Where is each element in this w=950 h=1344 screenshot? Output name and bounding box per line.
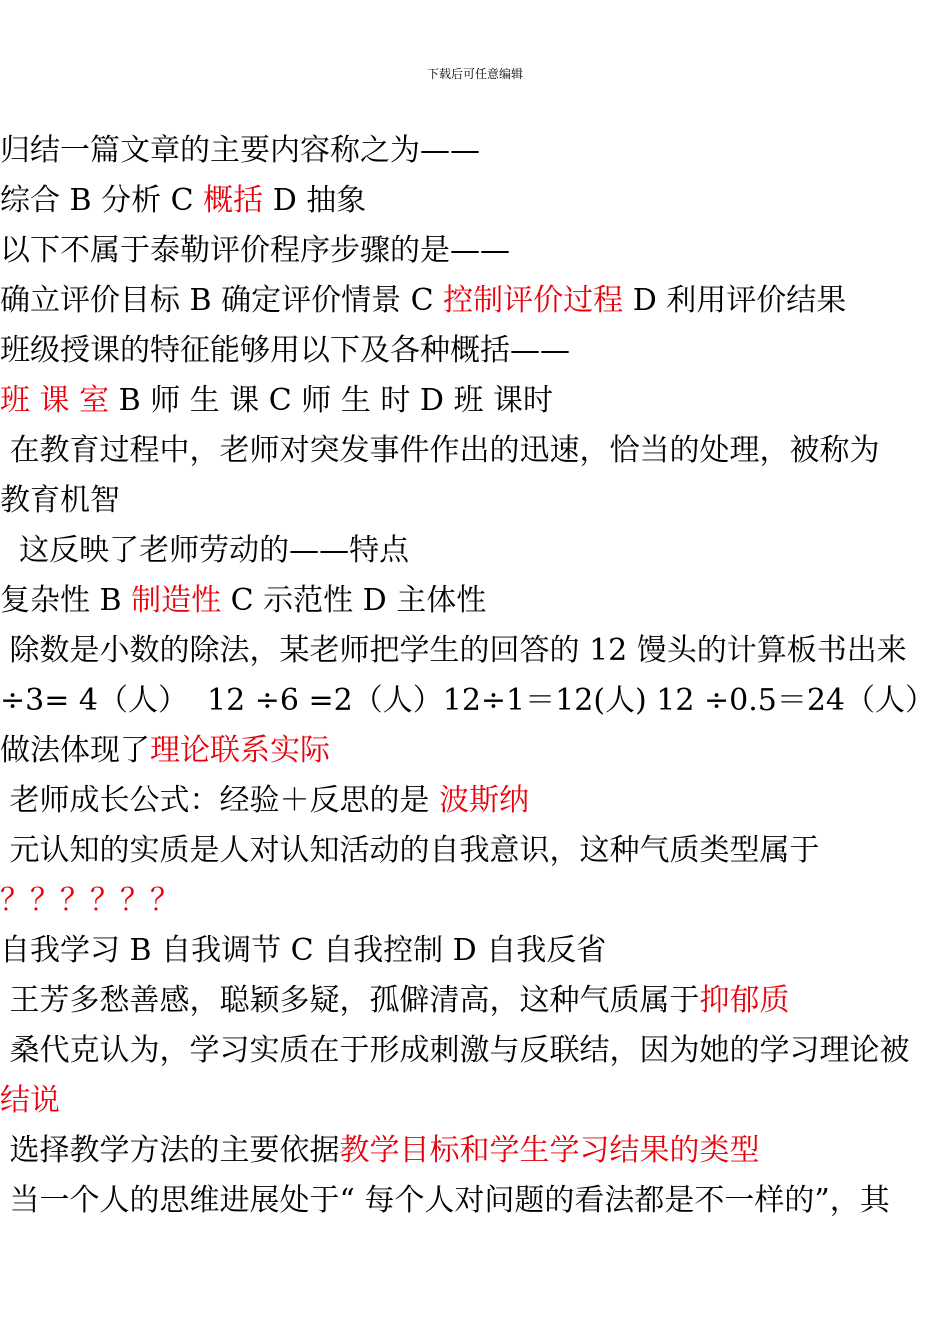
text-line	[0, 526, 950, 576]
line-text: C 示范性 D 主体性	[221, 583, 487, 618]
answer-text: 控制评价过程	[443, 283, 624, 318]
answer-text: 抑郁质	[699, 983, 790, 1018]
answer-text: 概括	[203, 183, 264, 218]
text-line	[0, 626, 950, 676]
text-line	[0, 726, 950, 776]
line-text: 王芳多愁善感，聪颖多疑，孤僻清高，这种气质属于	[0, 983, 700, 1018]
text-line	[0, 576, 950, 626]
page-header: 下载后可任意编辑	[426, 67, 523, 81]
text-line	[0, 676, 950, 726]
text-line	[0, 1026, 950, 1076]
text-line	[0, 276, 950, 326]
text-line	[0, 1076, 950, 1126]
text-line	[0, 1126, 950, 1176]
line-text: 桑代克认为，学习实质在于形成刺激与反联结，因为她的学习理论被	[0, 1033, 910, 1068]
line-text: 确立评价目标 B 确定评价情景 C	[0, 283, 444, 318]
line-text: 归结一篇文章的主要内容称之为——	[0, 133, 480, 168]
answer-text: 教学目标和学生学习结果的类型	[339, 1133, 760, 1168]
text-line	[0, 426, 950, 476]
line-text: 综合 B 分析 C	[0, 183, 204, 218]
answer-text: 制造性	[131, 583, 222, 618]
line-text: 教育机智	[0, 483, 120, 518]
text-line	[0, 776, 950, 826]
line-text: 这反映了老师劳动的——特点	[0, 533, 410, 568]
answer-text: ？？？？？？	[0, 883, 180, 918]
line-text: D 抽象	[263, 183, 367, 218]
answer-text: 结说	[0, 1083, 60, 1118]
line-text: 复杂性 B	[0, 583, 132, 618]
line-text: B 师 生 课 C 师 生 时 D 班 课时	[109, 383, 554, 418]
line-text: 当一个人的思维进展处于“ 每个人对问题的看法都是不一样的”，其	[0, 1183, 890, 1218]
text-line	[0, 926, 950, 976]
line-text: ÷3= 4（人） 12 ÷6 =2（人）12÷1＝12(人) 12 ÷0.5＝24（人）	[0, 683, 935, 718]
line-text: 在教育过程中，老师对突发事件作出的迅速，恰当的处理，被称为	[0, 433, 880, 468]
line-text: D 利用评价结果	[623, 283, 847, 318]
text-line	[0, 976, 950, 1026]
text-line	[0, 1176, 950, 1226]
line-text: 元认知的实质是人对认知活动的自我意识，这种气质类型属于	[0, 833, 820, 868]
answer-text: 理论联系实际	[150, 733, 330, 768]
line-text: 选择教学方法的主要依据	[0, 1133, 340, 1168]
answer-text: 班 课 室	[0, 383, 110, 418]
document-body	[0, 126, 950, 1226]
text-line	[0, 226, 950, 276]
line-text: 除数是小数的除法，某老师把学生的回答的 12 馒头的计算板书出来	[0, 633, 907, 668]
text-line	[0, 326, 950, 376]
text-line	[0, 876, 950, 926]
text-line	[0, 376, 950, 426]
answer-text: 波斯纳	[439, 783, 530, 818]
line-text: 做法体现了	[0, 733, 150, 768]
text-line	[0, 176, 950, 226]
line-text: 老师成长公式：经验＋反思的是	[0, 783, 440, 818]
text-line	[0, 476, 950, 526]
text-line	[0, 126, 950, 176]
text-line	[0, 826, 950, 876]
line-text: 以下不属于泰勒评价程序步骤的是——	[0, 233, 510, 268]
line-text: 班级授课的特征能够用以下及各种概括——	[0, 333, 570, 368]
line-text: 自我学习 B 自我调节 C 自我控制 D 自我反省	[0, 933, 607, 968]
